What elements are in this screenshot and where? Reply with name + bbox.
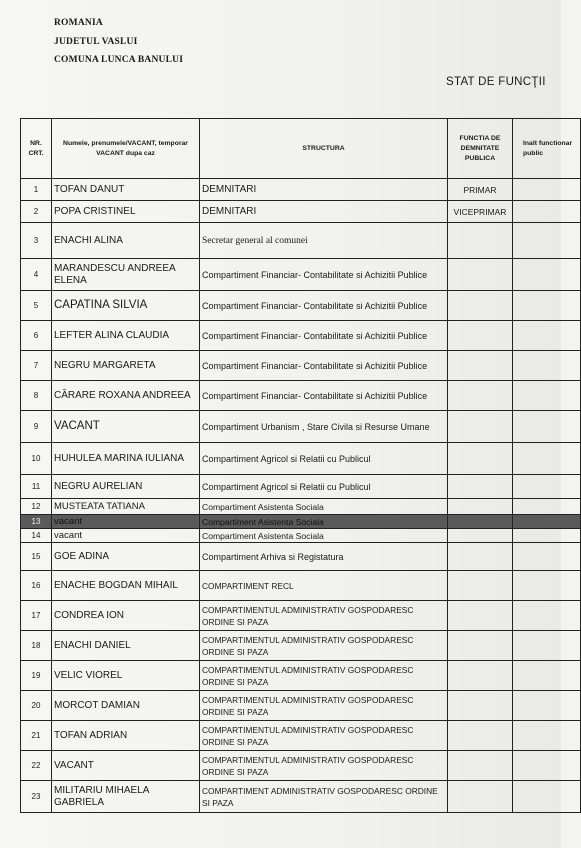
header-commune: COMUNA LUNCA BANULUI — [54, 55, 184, 65]
col-header-structure: STRUCTURA — [200, 119, 448, 179]
table-row — [21, 529, 581, 543]
table-row — [21, 601, 581, 631]
col-header-nr: NR. CRT. — [21, 119, 52, 179]
row-number: 9 — [21, 411, 52, 443]
senior-official-cell — [513, 571, 581, 601]
table-row — [21, 781, 581, 813]
structure-cell: Compartiment Arhiva si Registatura — [200, 543, 448, 571]
row-number: 22 — [21, 751, 52, 781]
dignity-cell: PRIMAR — [448, 179, 513, 201]
dignity-cell — [448, 781, 513, 813]
table-row — [21, 691, 581, 721]
row-number: 4 — [21, 259, 52, 291]
dignity-cell — [448, 543, 513, 571]
senior-official-cell — [513, 721, 581, 751]
employee-name: HUHULEA MARINA IULIANA — [52, 443, 200, 475]
table-row — [21, 543, 581, 571]
dignity-cell — [448, 631, 513, 661]
dignity-cell — [448, 515, 513, 529]
dignity-cell — [448, 223, 513, 259]
employee-name: TOFAN DANUT — [52, 179, 200, 201]
structure-cell: Compartiment Financiar- Contabilitate si Achizitii Publice — [200, 351, 448, 381]
employee-name: NEGRU MARGARETA — [52, 351, 200, 381]
senior-official-cell — [513, 515, 581, 529]
dignity-cell — [448, 443, 513, 475]
structure-cell: Compartiment Asistenta Sociala — [200, 499, 448, 515]
structure-cell: Compartiment Asistenta Sociala — [200, 515, 448, 529]
structure-cell: Compartiment Asistenta Sociala — [200, 529, 448, 543]
structure-cell: Compartiment Financiar- Contabilitate si Achizitii Publice — [200, 291, 448, 321]
employee-name: MUSTEATA TATIANA — [52, 499, 200, 515]
senior-official-cell — [513, 691, 581, 721]
structure-cell: Compartiment Agricol si Relatii cu Publicul — [200, 443, 448, 475]
structure-cell: Compartiment Financiar- Contabilitate si Achizitii Publice — [200, 321, 448, 351]
table-row — [21, 259, 581, 291]
row-number: 16 — [21, 571, 52, 601]
dignity-cell — [448, 381, 513, 411]
dignity-cell — [448, 601, 513, 631]
row-number: 19 — [21, 661, 52, 691]
header-country: ROMANIA — [54, 18, 103, 28]
row-number: 20 — [21, 691, 52, 721]
employee-name: TOFAN ADRIAN — [52, 721, 200, 751]
employee-name: vacant — [52, 529, 200, 543]
dignity-cell — [448, 321, 513, 351]
dignity-cell — [448, 529, 513, 543]
structure-cell: COMPARTIMENTUL ADMINISTRATIV GOSPODARESC ORDINE SI PAZA — [200, 631, 448, 661]
row-number: 6 — [21, 321, 52, 351]
employee-name: ENACHI DANIEL — [52, 631, 200, 661]
row-number: 17 — [21, 601, 52, 631]
employee-name: vacant — [52, 515, 200, 529]
dignity-cell — [448, 291, 513, 321]
row-number: 18 — [21, 631, 52, 661]
structure-cell: COMPARTIMENTUL ADMINISTRATIV GOSPODARESC ORDINE SI PAZA — [200, 661, 448, 691]
employee-name: VELIC VIOREL — [52, 661, 200, 691]
table-row — [21, 751, 581, 781]
row-number: 5 — [21, 291, 52, 321]
structure-cell: DEMNITARI — [200, 201, 448, 223]
table-row — [21, 411, 581, 443]
structure-cell: COMPARTIMENT RECL — [200, 571, 448, 601]
senior-official-cell — [513, 631, 581, 661]
dignity-cell — [448, 571, 513, 601]
col-header-name: Numele, prenumele/VACANT, temporar VACANT dupa caz — [52, 119, 200, 179]
structure-cell: COMPARTIMENTUL ADMINISTRATIV GOSPODARESC ORDINE SI PAZA — [200, 751, 448, 781]
dignity-cell — [448, 691, 513, 721]
structure-cell: COMPARTIMENT ADMINISTRATIV GOSPODARESC ORDINE SI PAZA — [200, 781, 448, 813]
senior-official-cell — [513, 781, 581, 813]
employee-name: GOE ADINA — [52, 543, 200, 571]
senior-official-cell — [513, 291, 581, 321]
dignity-cell — [448, 499, 513, 515]
structure-cell: Compartiment Urbanism , Stare Civila si Resurse Umane — [200, 411, 448, 443]
table-row — [21, 201, 581, 223]
senior-official-cell — [513, 201, 581, 223]
senior-official-cell — [513, 751, 581, 781]
employee-name: VACANT — [52, 751, 200, 781]
staff-table — [20, 118, 581, 813]
row-number: 14 — [21, 529, 52, 543]
structure-cell: COMPARTIMENTUL ADMINISTRATIV GOSPODARESC ORDINE SI PAZA — [200, 691, 448, 721]
table-row — [21, 475, 581, 499]
employee-name: POPA CRISTINEL — [52, 201, 200, 223]
senior-official-cell — [513, 529, 581, 543]
document-header — [54, 14, 183, 70]
table-row — [21, 661, 581, 691]
dignity-cell — [448, 259, 513, 291]
employee-name: NEGRU AURELIAN — [52, 475, 200, 499]
senior-official-cell — [513, 259, 581, 291]
dignity-cell — [448, 661, 513, 691]
employee-name: LEFTER ALINA CLAUDIA — [52, 321, 200, 351]
row-number: 13 — [21, 515, 52, 529]
senior-official-cell — [513, 351, 581, 381]
header-county: JUDETUL VASLUI — [54, 36, 138, 47]
row-number: 1 — [21, 179, 52, 201]
col-header-senior: Inalt functionar public — [513, 119, 581, 179]
employee-name: MARANDESCU ANDREEA ELENA — [52, 259, 200, 291]
employee-name: ENACHE BOGDAN MIHAIL — [52, 571, 200, 601]
dignity-cell — [448, 475, 513, 499]
employee-name: ENACHI ALINA — [52, 223, 200, 259]
table-row — [21, 631, 581, 661]
table-row — [21, 179, 581, 201]
employee-name: MORCOT DAMIAN — [52, 691, 200, 721]
senior-official-cell — [513, 179, 581, 201]
row-number: 15 — [21, 543, 52, 571]
employee-name: VACANT — [52, 411, 200, 443]
structure-cell: Secretar general al comunei — [200, 223, 448, 259]
row-number: 10 — [21, 443, 52, 475]
table-row — [21, 443, 581, 475]
document-title: STAT DE FUNCŢII — [446, 76, 546, 88]
row-number: 21 — [21, 721, 52, 751]
row-number: 8 — [21, 381, 52, 411]
employee-name: CONDREA ION — [52, 601, 200, 631]
senior-official-cell — [513, 601, 581, 631]
row-number: 11 — [21, 475, 52, 499]
senior-official-cell — [513, 661, 581, 691]
col-header-dignity: FUNCTIA DE DEMNITATE PUBLICA — [448, 119, 513, 179]
structure-cell: DEMNITARI — [200, 179, 448, 201]
dignity-cell — [448, 751, 513, 781]
row-number: 12 — [21, 499, 52, 515]
table-row — [21, 321, 581, 351]
employee-name: CAPATINA SILVIA — [52, 291, 200, 321]
row-number: 7 — [21, 351, 52, 381]
table-row — [21, 571, 581, 601]
employee-name: CĂRARE ROXANA ANDREEA — [52, 381, 200, 411]
table-row — [21, 515, 581, 529]
table-row — [21, 223, 581, 259]
dignity-cell — [448, 411, 513, 443]
structure-cell: Compartiment Financiar- Contabilitate si Achizitii Publice — [200, 381, 448, 411]
table-header-row — [21, 119, 581, 179]
senior-official-cell — [513, 381, 581, 411]
structure-cell: Compartiment Agricol si Relatii cu Publicul — [200, 475, 448, 499]
senior-official-cell — [513, 475, 581, 499]
senior-official-cell — [513, 543, 581, 571]
dignity-cell — [448, 351, 513, 381]
senior-official-cell — [513, 443, 581, 475]
table-row — [21, 721, 581, 751]
structure-cell: COMPARTIMENTUL ADMINISTRATIV GOSPODARESC ORDINE SI PAZA — [200, 601, 448, 631]
row-number: 2 — [21, 201, 52, 223]
dignity-cell — [448, 721, 513, 751]
structure-cell: Compartiment Financiar- Contabilitate si Achizitii Publice — [200, 259, 448, 291]
table-body — [21, 179, 581, 813]
table-row — [21, 351, 581, 381]
row-number: 3 — [21, 223, 52, 259]
table-row — [21, 499, 581, 515]
dignity-cell: VICEPRIMAR — [448, 201, 513, 223]
structure-cell: COMPARTIMENTUL ADMINISTRATIV GOSPODARESC ORDINE SI PAZA — [200, 721, 448, 751]
senior-official-cell — [513, 223, 581, 259]
senior-official-cell — [513, 499, 581, 515]
table-row — [21, 291, 581, 321]
table-row — [21, 381, 581, 411]
senior-official-cell — [513, 411, 581, 443]
row-number: 23 — [21, 781, 52, 813]
employee-name: MILITARIU MIHAELA GABRIELA — [52, 781, 200, 813]
senior-official-cell — [513, 321, 581, 351]
